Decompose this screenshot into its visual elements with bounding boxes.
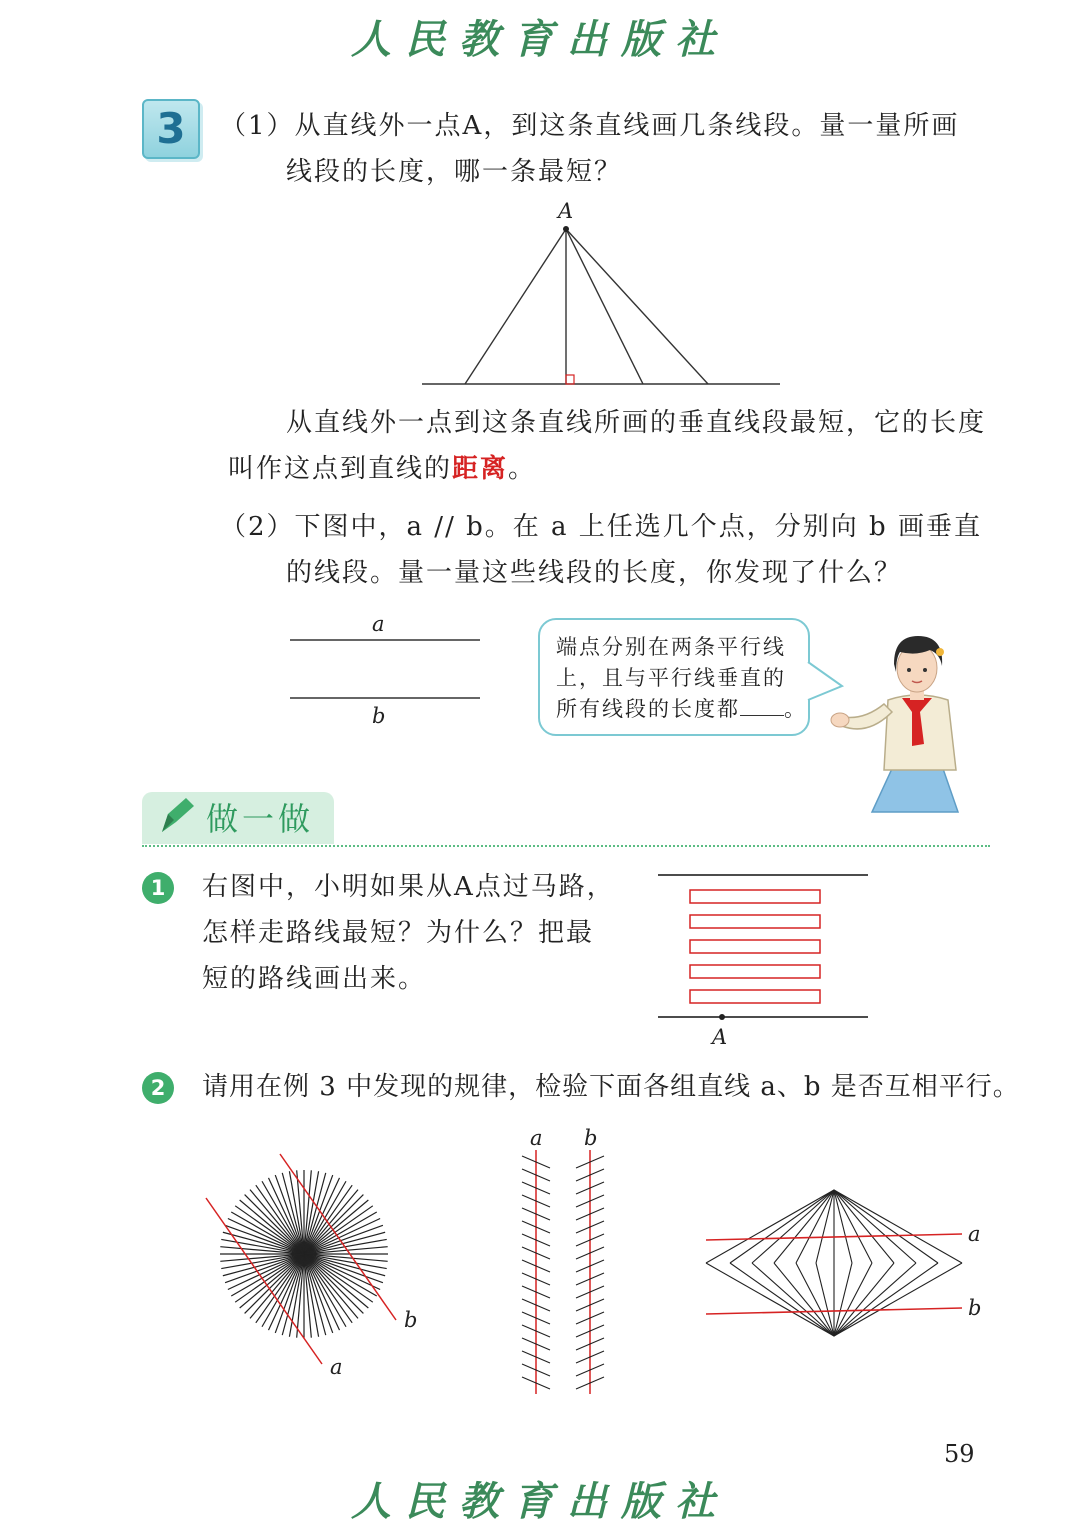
fig3-label-b: b (968, 1296, 982, 1320)
publisher-watermark-bottom: 人民教育出版社 (351, 1478, 729, 1525)
part2-line1: （2）下图中，a // b。在 a 上任选几个点，分别向 b 画垂直 (220, 512, 982, 542)
example-number-badge: 3 (142, 99, 200, 159)
fig1-label-b: b (404, 1308, 418, 1332)
parallel-label-b: b (372, 704, 386, 728)
point-a-label: A (558, 199, 574, 223)
fig2-label-b: b (584, 1126, 598, 1150)
bubble-line3-end: 。 (784, 697, 807, 721)
bubble-line1: 端点分别在两条平行线 (556, 635, 786, 659)
conclusion-text: 叫作这点到直线的 (228, 454, 453, 484)
fan-line (834, 1190, 916, 1263)
exercise2-number: 2 (142, 1072, 174, 1104)
part1-line1: （1）从直线外一点A，到这条直线画几条线段。量一量所画 (220, 111, 960, 141)
fan-line (834, 1263, 916, 1336)
bubble-line3-text: 所有线段的长度都 (556, 697, 740, 721)
exercise1-number: 1 (142, 872, 174, 904)
fig2-label-a: a (530, 1126, 543, 1150)
fan-line (752, 1190, 834, 1263)
page-number: 59 (944, 1440, 975, 1468)
section-title: 做一做 (206, 800, 315, 838)
exercise1-line3: 短的路线画出来。 (202, 964, 427, 994)
conclusion-line1: 从直线外一点到这条直线所画的垂直线段最短，它的长度 (286, 408, 987, 438)
road-point-a-label: A (712, 1025, 728, 1049)
publisher-watermark-top: 人民教育出版社 (351, 16, 729, 63)
exercise2-text: 请用在例 3 中发现的规律，检验下面各组直线 a、b 是否互相平行。 (202, 1072, 1020, 1102)
bubble-line2: 上，且与平行线垂直的 (556, 666, 786, 690)
conclusion-period: 。 (508, 454, 537, 484)
fig1-label-a: a (330, 1355, 343, 1379)
part2-line2: 的线段。量一量这些线段的长度，你发现了什么？ (286, 558, 903, 588)
exercise1-line2: 怎样走路线最短？为什么？把最 (202, 918, 595, 948)
keyword-distance: 距离 (452, 454, 509, 484)
fig3-label-a: a (968, 1222, 981, 1246)
fan-line (752, 1263, 834, 1336)
parallel-label-a: a (372, 612, 385, 636)
part1-line2: 线段的长度，哪一条最短？ (286, 157, 623, 187)
exercise1-line1: 右图中，小明如果从A点过马路， (202, 872, 615, 902)
